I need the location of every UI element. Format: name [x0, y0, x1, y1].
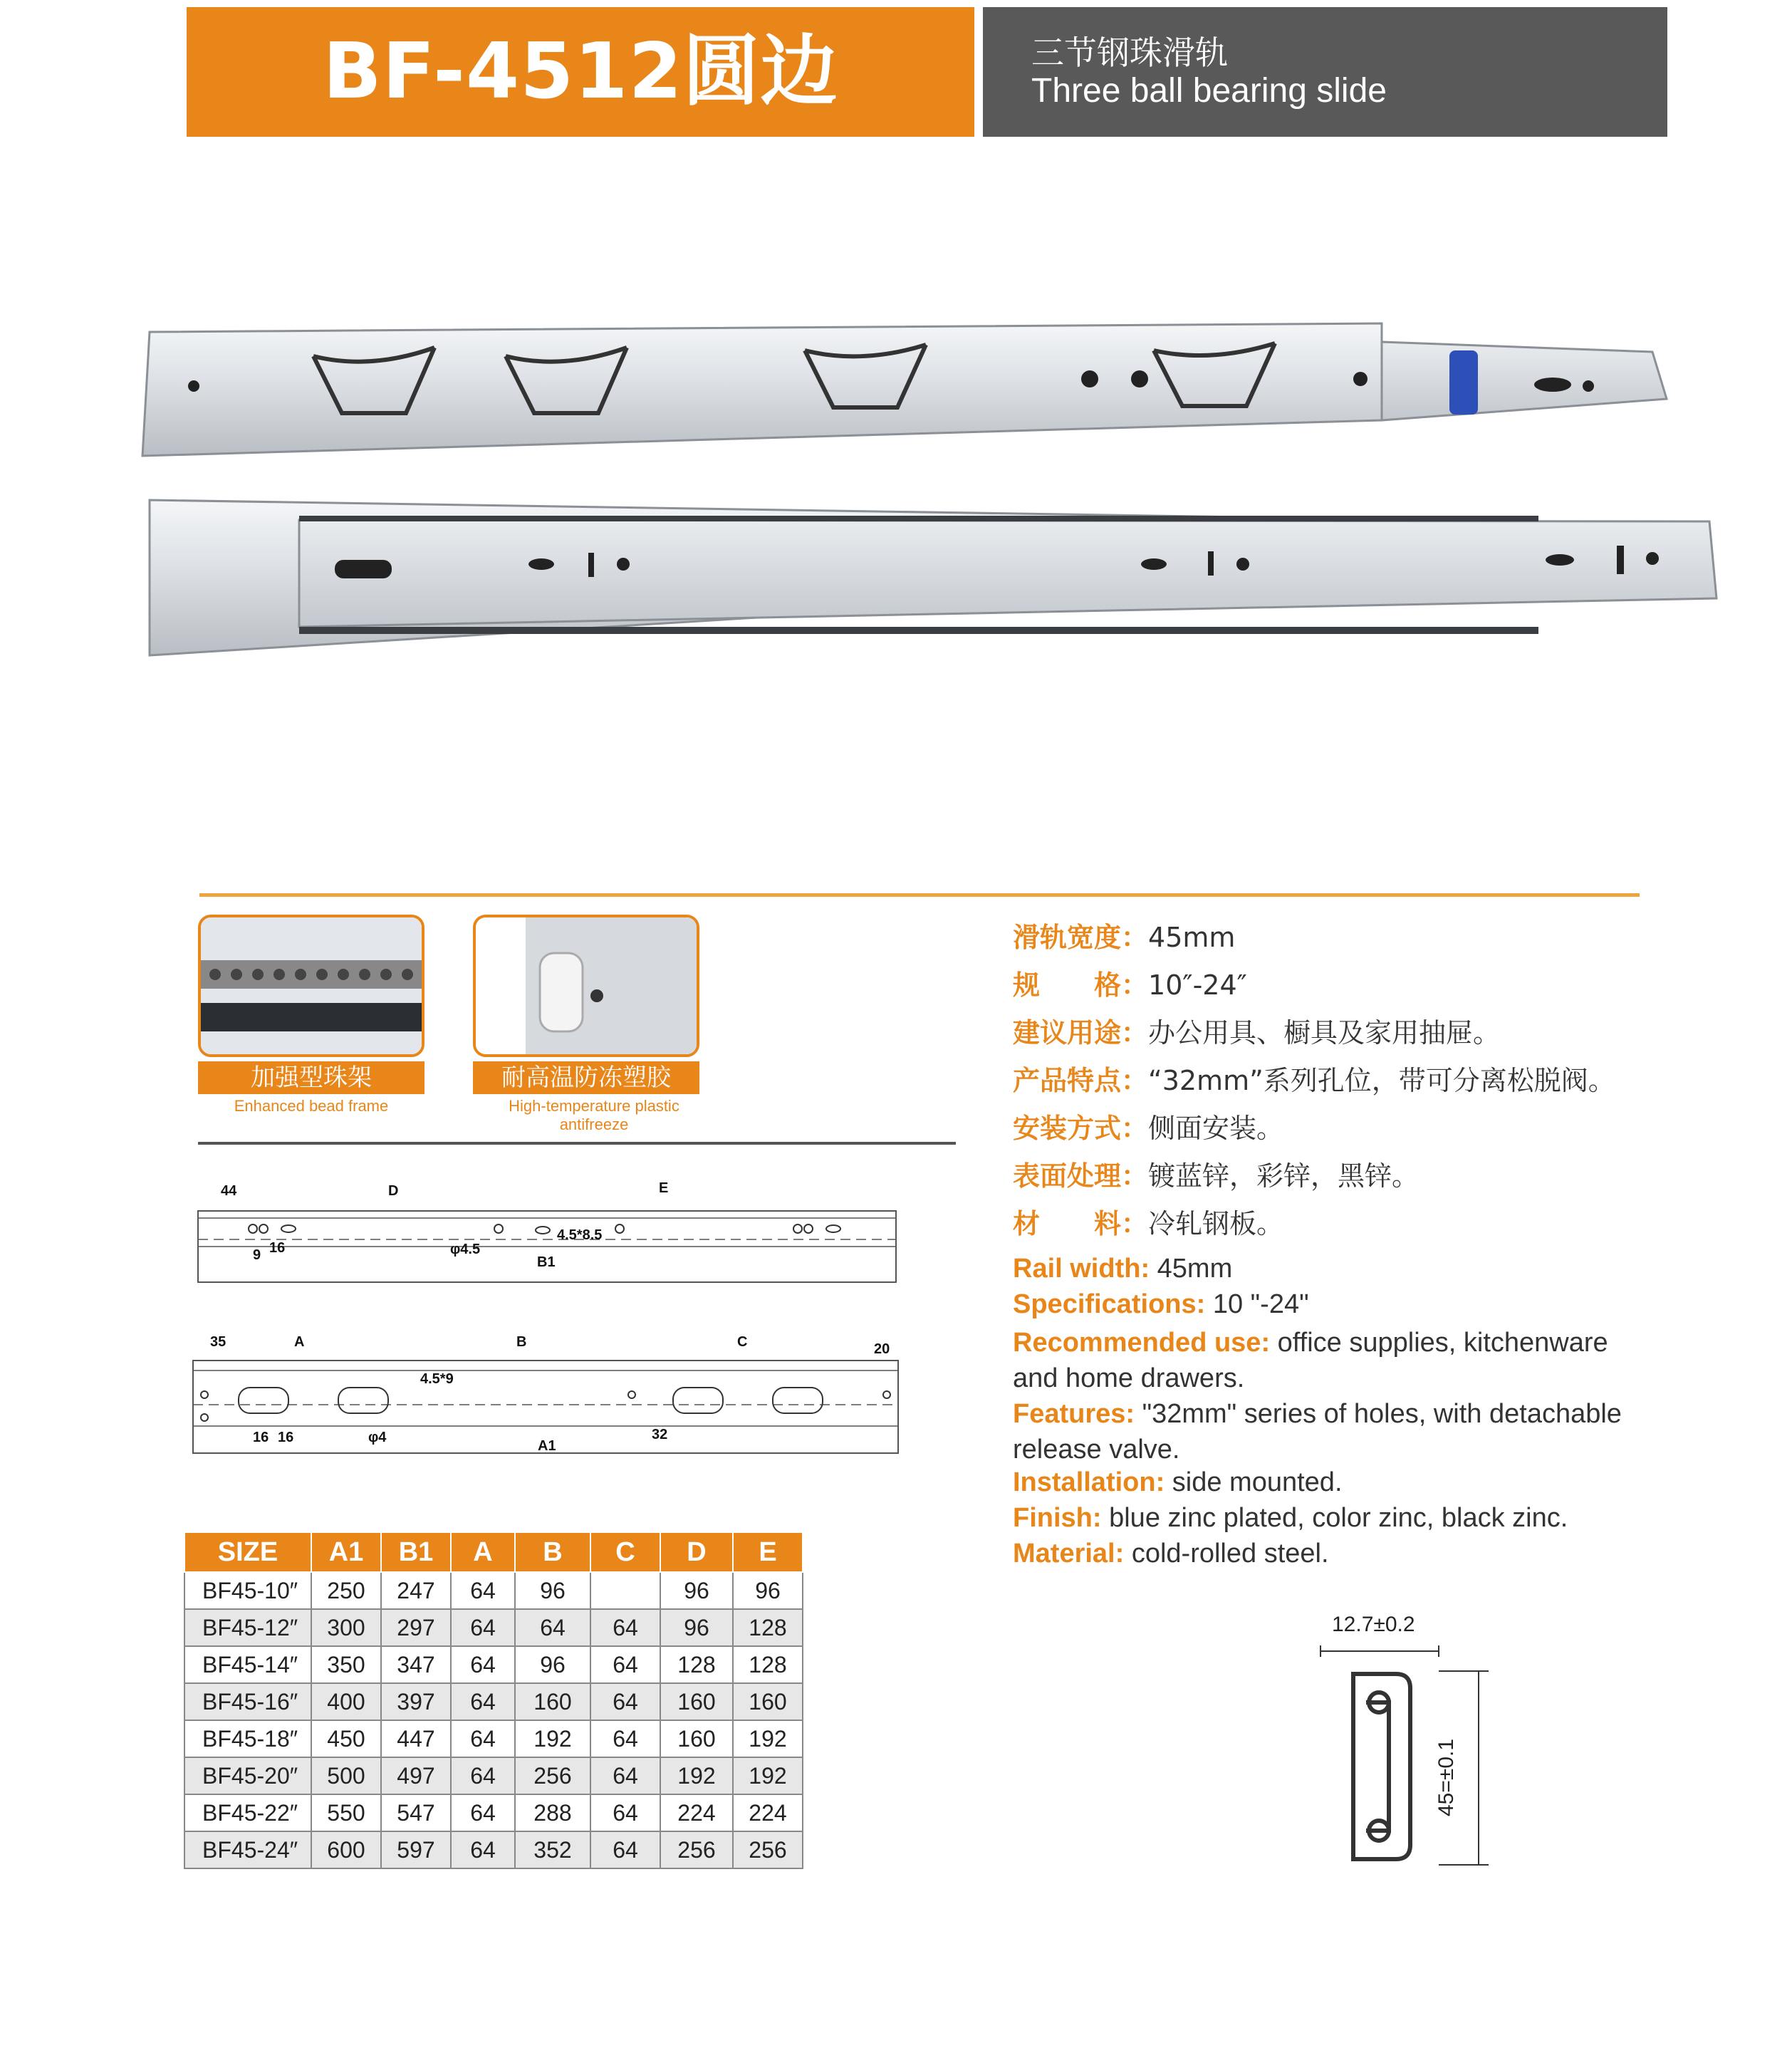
cell-b: 160 — [515, 1683, 590, 1720]
tech-drawing-1 — [192, 1168, 905, 1289]
cell-b1: 397 — [381, 1683, 451, 1720]
cell-a: 64 — [451, 1831, 515, 1868]
cell-c: 64 — [590, 1683, 660, 1720]
dim-D: D — [388, 1183, 399, 1199]
dim-slot: 4.5*8.5 — [557, 1227, 603, 1243]
cell-b: 96 — [515, 1646, 590, 1683]
cell-e: 224 — [733, 1794, 803, 1831]
spec-cn-feature — [1013, 1058, 1615, 1098]
cell-d: 96 — [660, 1609, 733, 1646]
cell-c — [590, 1572, 660, 1609]
cell-b1: 547 — [381, 1794, 451, 1831]
cell-size: BF45-20″ — [184, 1757, 311, 1794]
cell-size: BF45-16″ — [184, 1683, 311, 1720]
spec-en-feature — [1013, 1396, 1640, 1467]
bead-frame-illustration — [201, 917, 422, 1054]
spec-key: Specifications: — [1013, 1289, 1206, 1319]
cell-size: BF45-10″ — [184, 1572, 311, 1609]
spec-key: Material: — [1013, 1539, 1125, 1569]
dim-phi4: φ4 — [368, 1430, 387, 1445]
spec-key: Recommended use: — [1013, 1328, 1271, 1358]
cell-a: 64 — [451, 1794, 515, 1831]
cell-b: 352 — [515, 1831, 590, 1868]
table-row — [184, 1757, 803, 1794]
lower-slide — [150, 500, 1717, 655]
col-d: D — [660, 1532, 733, 1572]
product-title: BF-4512圆边 — [323, 27, 838, 116]
cell-b1: 447 — [381, 1720, 451, 1757]
bead-frame-label: 加强型珠架 — [198, 1061, 424, 1094]
col-b1: B1 — [381, 1532, 451, 1572]
cell-a: 64 — [451, 1757, 515, 1794]
cell-e: 96 — [733, 1572, 803, 1609]
spec-value: 侧面安装。 — [1148, 1113, 1284, 1144]
cell-d: 160 — [660, 1683, 733, 1720]
product-photo — [135, 313, 1745, 670]
col-a: A — [451, 1532, 515, 1572]
dim-A1: A1 — [538, 1438, 556, 1454]
spec-value: 冷轧钢板。 — [1148, 1208, 1284, 1239]
cell-c: 64 — [590, 1646, 660, 1683]
spec-value: 10″-24″ — [1148, 969, 1247, 1001]
spec-key: Features: — [1013, 1399, 1135, 1429]
cell-e: 192 — [733, 1720, 803, 1757]
spec-key: 表面处理： — [1013, 1160, 1149, 1192]
cell-c: 64 — [590, 1757, 660, 1794]
spec-en-install — [1013, 1467, 1654, 1498]
cell-size: BF45-24″ — [184, 1831, 311, 1868]
spec-key: 安装方式： — [1013, 1113, 1149, 1144]
cell-a: 64 — [451, 1572, 515, 1609]
section-divider — [199, 893, 1640, 897]
profile-width: 12.7±0.2 — [1332, 1613, 1415, 1636]
cell-e: 256 — [733, 1831, 803, 1868]
cell-d: 160 — [660, 1720, 733, 1757]
spec-cn-material — [1013, 1202, 1283, 1241]
dim-B: B — [516, 1334, 527, 1350]
profile-drawing — [1311, 1603, 1524, 1873]
dim-C: C — [737, 1334, 748, 1350]
dim-9: 9 — [253, 1247, 261, 1263]
plastic-label-en: High-temperature plastic antifreeze — [509, 1097, 679, 1133]
dim-E: E — [659, 1180, 669, 1196]
detail-bead-frame — [198, 915, 424, 1115]
spec-en-material — [1013, 1539, 1654, 1569]
plastic-illustration — [476, 917, 697, 1054]
spec-value: office supplies, kitchenware and home drawers. — [1013, 1328, 1608, 1393]
detail-plastic — [473, 915, 715, 1134]
bead-frame-photo — [198, 915, 424, 1057]
spec-key: 建议用途： — [1013, 1017, 1149, 1049]
spec-key: Installation: — [1013, 1467, 1165, 1497]
dim-16a: 16 — [253, 1430, 269, 1445]
spec-value: 办公用具、橱具及家用抽屉。 — [1148, 1017, 1501, 1049]
cell-a1: 450 — [311, 1720, 381, 1757]
cell-d: 96 — [660, 1572, 733, 1609]
table-row — [184, 1831, 803, 1868]
col-b: B — [515, 1532, 590, 1572]
spec-value: "32mm" series of holes, with detachable release valve. — [1013, 1399, 1622, 1465]
tech-drawing-2 — [189, 1325, 908, 1467]
cell-d: 192 — [660, 1757, 733, 1794]
cell-a1: 600 — [311, 1831, 381, 1868]
table-row — [184, 1720, 803, 1757]
cell-a: 64 — [451, 1720, 515, 1757]
cell-e: 160 — [733, 1683, 803, 1720]
spec-en-width — [1013, 1254, 1654, 1284]
cell-size: BF45-12″ — [184, 1609, 311, 1646]
cell-a1: 400 — [311, 1683, 381, 1720]
size-table — [184, 1531, 803, 1869]
spec-key: 规 格： — [1013, 969, 1149, 1001]
profile-height: 45=±0.1 — [1434, 1738, 1458, 1816]
subtitle-en: Three ball bearing slide — [1031, 72, 1387, 110]
col-size: SIZE — [184, 1532, 311, 1572]
cell-a1: 250 — [311, 1572, 381, 1609]
spec-value: 45mm — [1150, 1254, 1233, 1284]
cell-c: 64 — [590, 1794, 660, 1831]
dim-A: A — [294, 1334, 305, 1350]
col-e: E — [733, 1532, 803, 1572]
subtitle-cn: 三节钢珠滑轨 — [1031, 33, 1228, 72]
cell-size: BF45-14″ — [184, 1646, 311, 1683]
cell-d: 256 — [660, 1831, 733, 1868]
col-c: C — [590, 1532, 660, 1572]
spec-key: 材 料： — [1013, 1208, 1149, 1239]
cell-e: 128 — [733, 1609, 803, 1646]
cell-c: 64 — [590, 1609, 660, 1646]
release-lever — [1449, 350, 1478, 415]
dim-35: 35 — [210, 1334, 226, 1350]
profile-shape — [1353, 1674, 1410, 1859]
dim-32: 32 — [652, 1427, 668, 1442]
spec-cn-finish — [1013, 1154, 1419, 1193]
cell-a: 64 — [451, 1646, 515, 1683]
plastic-photo — [473, 915, 699, 1057]
cell-size: BF45-22″ — [184, 1794, 311, 1831]
cell-b: 96 — [515, 1572, 590, 1609]
spec-key: 滑轨宽度： — [1013, 922, 1149, 953]
cell-a1: 500 — [311, 1757, 381, 1794]
plastic-label: 耐高温防冻塑胶 — [473, 1061, 699, 1094]
dim-phi45: φ4.5 — [450, 1242, 481, 1257]
dim-16: 16 — [269, 1240, 286, 1256]
spec-value: blue zinc plated, color zinc, black zinc. — [1101, 1503, 1568, 1533]
spec-key: Finish: — [1013, 1503, 1102, 1533]
dim-B1: B1 — [537, 1254, 556, 1270]
cell-a1: 550 — [311, 1794, 381, 1831]
cell-a: 64 — [451, 1683, 515, 1720]
spec-key: 产品特点： — [1013, 1065, 1149, 1096]
dim-16b: 16 — [278, 1430, 294, 1445]
cell-d: 128 — [660, 1646, 733, 1683]
cell-a: 64 — [451, 1609, 515, 1646]
spec-cn-install — [1013, 1106, 1283, 1145]
left-rule — [198, 1142, 956, 1145]
cell-c: 64 — [590, 1720, 660, 1757]
spec-cn-use — [1013, 1011, 1500, 1050]
cell-b: 192 — [515, 1720, 590, 1757]
spec-value: 镀蓝锌，彩锌，黑锌。 — [1148, 1160, 1419, 1192]
dim-20: 20 — [874, 1341, 890, 1357]
cell-d: 224 — [660, 1794, 733, 1831]
spec-cn-width — [1013, 915, 1235, 955]
cell-b1: 497 — [381, 1757, 451, 1794]
cell-a1: 300 — [311, 1609, 381, 1646]
table-row — [184, 1683, 803, 1720]
spec-en-finish — [1013, 1503, 1654, 1534]
dim-44: 44 — [221, 1183, 237, 1199]
spec-value: side mounted. — [1165, 1467, 1343, 1497]
col-a1: A1 — [311, 1532, 381, 1572]
cell-b1: 597 — [381, 1831, 451, 1868]
bead-frame-label-en: Enhanced bead frame — [234, 1097, 389, 1115]
table-row — [184, 1609, 803, 1646]
cell-b1: 247 — [381, 1572, 451, 1609]
cell-a1: 350 — [311, 1646, 381, 1683]
spec-key: Rail width: — [1013, 1254, 1150, 1284]
spec-value: “32mm”系列孔位，带可分离松脱阀。 — [1148, 1065, 1615, 1096]
dim-slot2: 4.5*9 — [420, 1371, 454, 1387]
spec-value: 45mm — [1148, 922, 1236, 953]
table-row — [184, 1572, 803, 1609]
spec-value: cold-rolled steel. — [1124, 1539, 1329, 1569]
table-row — [184, 1794, 803, 1831]
cell-b: 64 — [515, 1609, 590, 1646]
spec-en-use — [1013, 1325, 1640, 1396]
cell-b: 288 — [515, 1794, 590, 1831]
spec-en-size — [1013, 1289, 1654, 1320]
table-header-row — [184, 1532, 803, 1572]
cell-c: 64 — [590, 1831, 660, 1868]
cell-b: 256 — [515, 1757, 590, 1794]
cell-b1: 297 — [381, 1609, 451, 1646]
cell-size: BF45-18″ — [184, 1720, 311, 1757]
upper-slide — [142, 323, 1667, 456]
cell-b1: 347 — [381, 1646, 451, 1683]
table-row — [184, 1646, 803, 1683]
cell-e: 192 — [733, 1757, 803, 1794]
cell-e: 128 — [733, 1646, 803, 1683]
spec-value: 10 "-24" — [1205, 1289, 1309, 1319]
spec-cn-size — [1013, 963, 1247, 1002]
